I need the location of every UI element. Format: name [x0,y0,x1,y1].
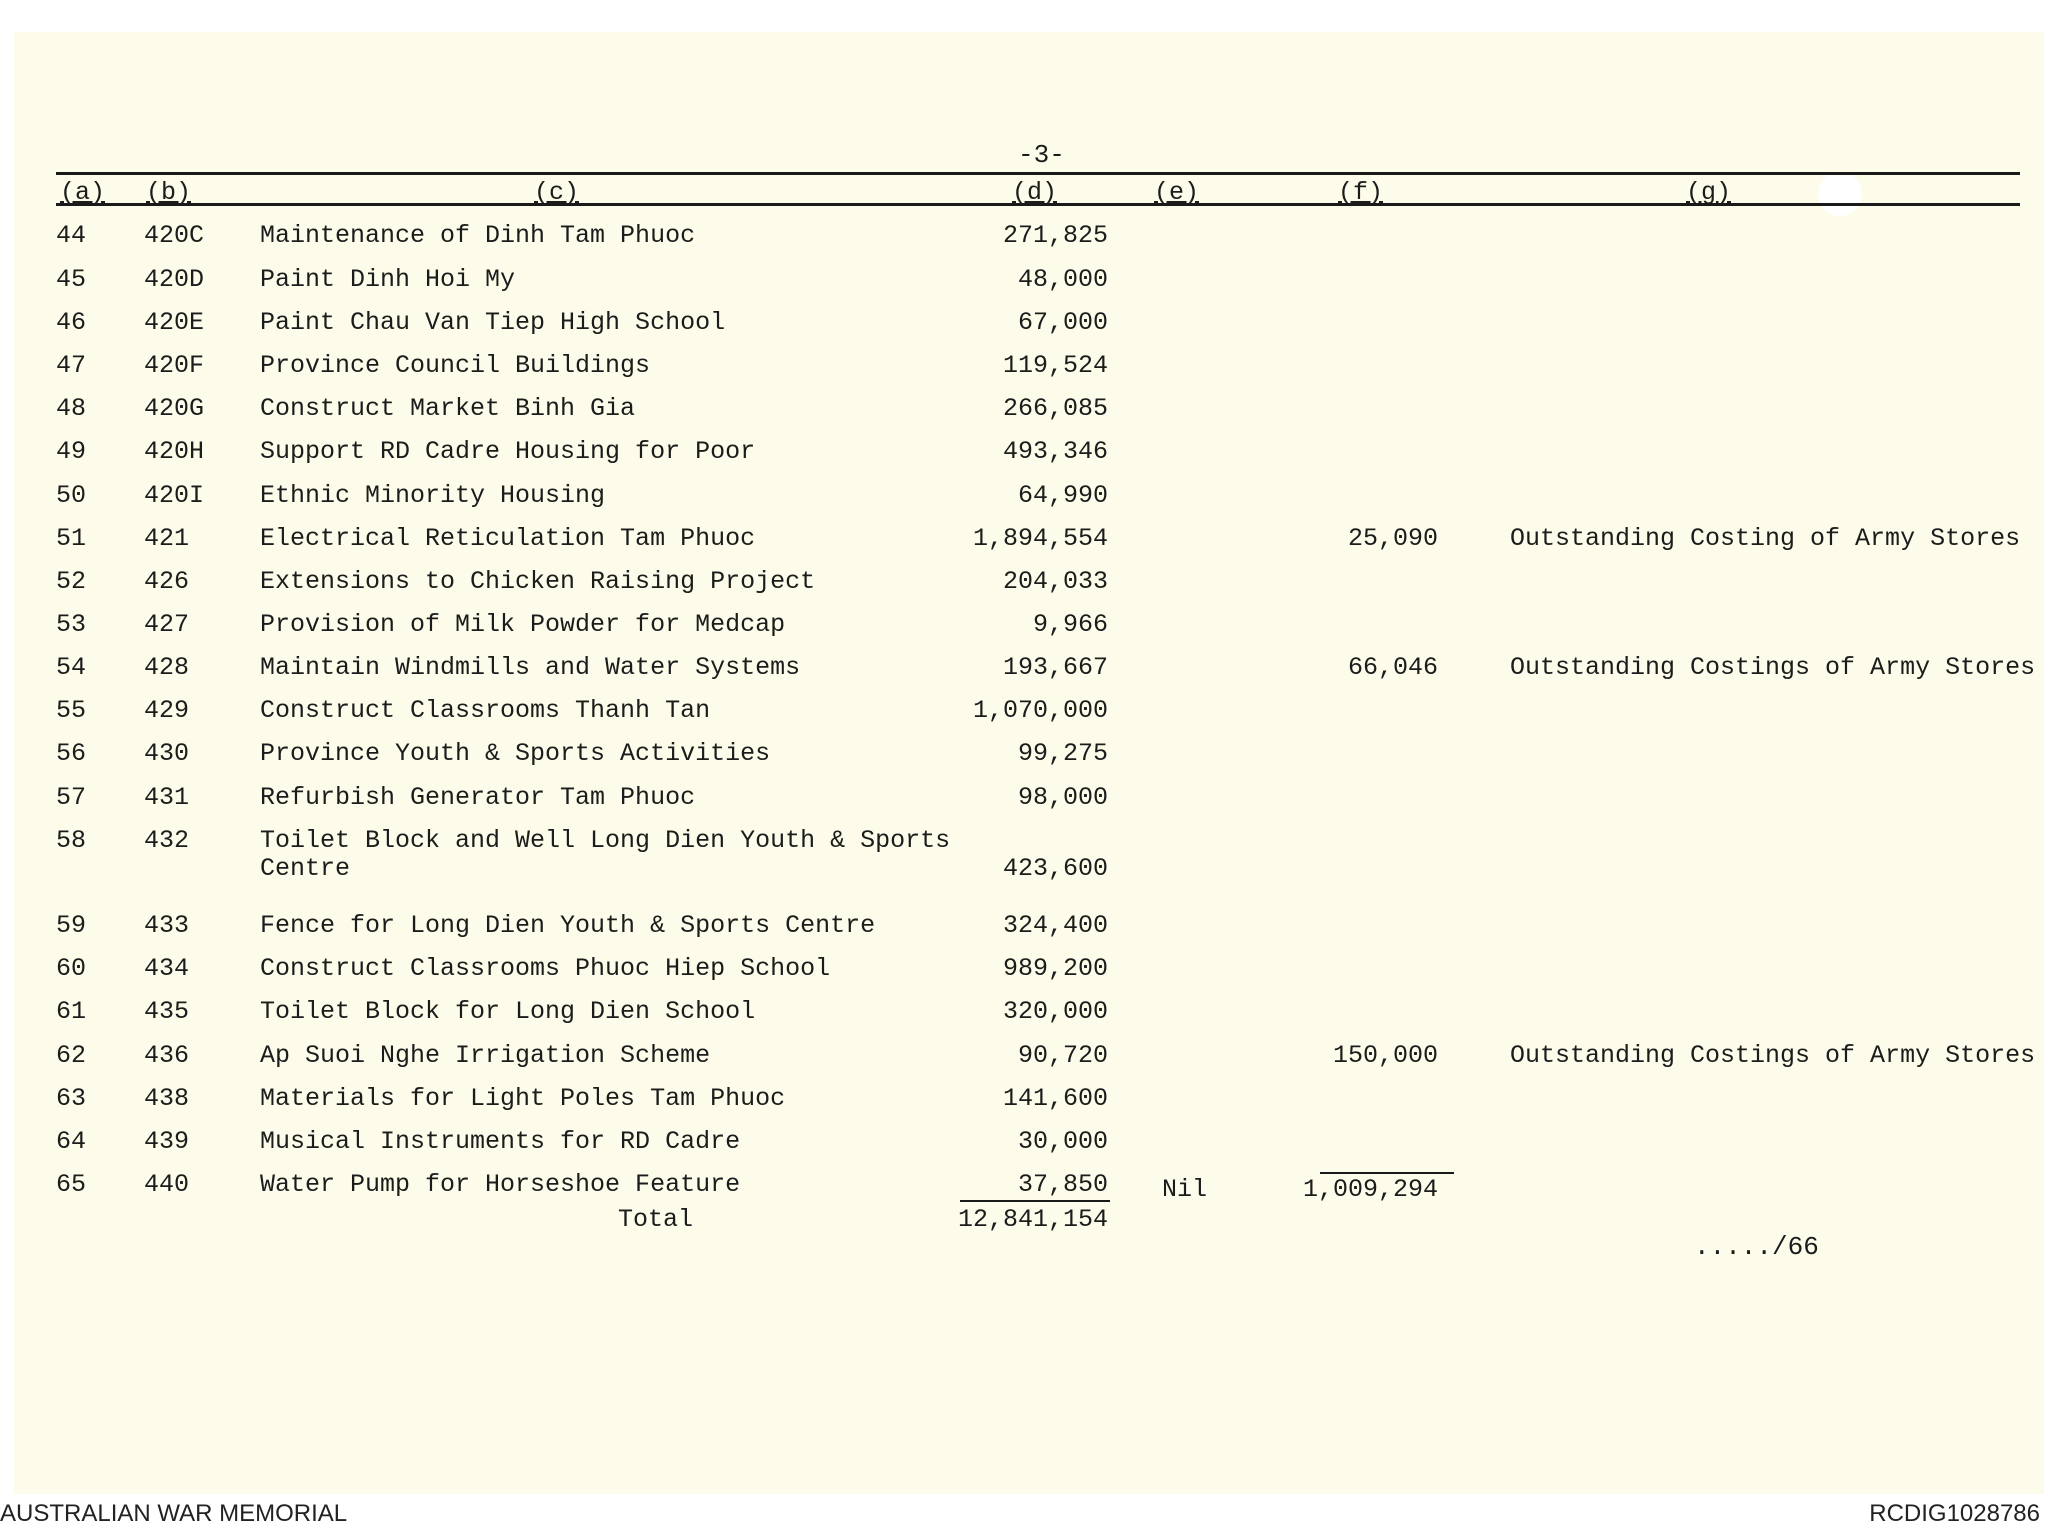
column-header-b: (b) [146,178,192,207]
row-item-number: 59 [56,911,87,940]
row-item-number: 57 [56,783,87,812]
row-item-number: 62 [56,1041,87,1070]
row-item-number: 58 [56,826,87,855]
row-amount-d: 193,667 [1002,653,1108,682]
row-project-code: 420G [144,394,205,423]
row-project-code: 420H [144,437,205,466]
row-project-code: 432 [144,826,190,855]
row-amount-d: 320,000 [1002,997,1108,1026]
total-rule-f [1320,1172,1454,1174]
row-project-code: 420E [144,308,205,337]
row-item-number: 51 [56,524,87,553]
row-amount-d: 37,850 [1017,1170,1108,1199]
row-amount-f: 25,090 [1347,524,1438,553]
column-header-c: (c) [534,178,580,207]
row-project-code: 430 [144,739,190,768]
row-description: Electrical Reticulation Tam Phuoc [260,524,756,553]
row-description: Province Council Buildings [260,351,651,380]
row-description: Provision of Milk Powder for Medcap [260,610,786,639]
row-amount-d: 67,000 [1017,308,1108,337]
footer-right: RCDIG1028786 [1869,1500,2040,1527]
footer-left: AUSTRALIAN WAR MEMORIAL [0,1500,348,1527]
row-item-number: 60 [56,954,87,983]
row-project-code: 426 [144,567,190,596]
row-amount-d: 64,990 [1017,481,1108,510]
row-project-code: 420I [144,481,205,510]
row-item-number: 48 [56,394,87,423]
total-rule-d [960,1200,1110,1202]
row-amount-d: 271,825 [1002,221,1108,250]
row-amount-d: 324,400 [1002,911,1108,940]
row-amount-d: 1,894,554 [972,524,1108,553]
row-project-code: 438 [144,1084,190,1113]
row-item-number: 56 [56,739,87,768]
page-number: -3- [1018,140,1065,170]
row-amount-d: 90,720 [1017,1041,1108,1070]
punch-hole [1818,172,1862,216]
row-amount-d: 423,600 [1002,854,1108,883]
row-item-number: 65 [56,1170,87,1199]
row-amount-d: 141,600 [1002,1084,1108,1113]
row-amount-d: 493,346 [1002,437,1108,466]
row-item-number: 52 [56,567,87,596]
row-item-number: 49 [56,437,87,466]
row-amount-d: 119,524 [1002,351,1108,380]
row-description: Fence for Long Dien Youth & Sports Centre [260,911,876,940]
row-project-code: 436 [144,1041,190,1070]
row-description: Musical Instruments for RD Cadre [260,1127,741,1156]
total-label: Total [618,1205,694,1234]
row-project-code: 440 [144,1170,190,1199]
header-rule-top [56,172,2020,175]
row-amount-d: 266,085 [1002,394,1108,423]
row-project-code: 427 [144,610,190,639]
row-project-code: 429 [144,696,190,725]
row-remarks: Outstanding Costing of Army Stores [1510,524,2021,553]
row-project-code: 420C [144,221,205,250]
row-project-code: 435 [144,997,190,1026]
row-item-number: 55 [56,696,87,725]
row-item-number: 63 [56,1084,87,1113]
row-amount-f: 150,000 [1332,1041,1438,1070]
total-value-e: Nil [1162,1175,1208,1204]
row-project-code: 431 [144,783,190,812]
row-project-code: 428 [144,653,190,682]
row-description: Refurbish Generator Tam Phuoc [260,783,696,812]
column-header-a: (a) [60,178,106,207]
row-amount-d: 98,000 [1017,783,1108,812]
row-description: Paint Dinh Hoi My [260,265,516,294]
continuation-marker: ...../66 [1694,1232,1819,1262]
row-amount-f: 66,046 [1347,653,1438,682]
row-item-number: 61 [56,997,87,1026]
row-description: Ap Suoi Nghe Irrigation Scheme [260,1041,711,1070]
row-remarks: Outstanding Costings of Army Stores [1510,1041,2036,1070]
total-value-d: 12,841,154 [957,1205,1108,1234]
row-project-code: 421 [144,524,190,553]
column-header-d: (d) [1012,178,1058,207]
row-description: Materials for Light Poles Tam Phuoc [260,1084,786,1113]
row-description: Maintenance of Dinh Tam Phuoc [260,221,696,250]
row-amount-d: 48,000 [1017,265,1108,294]
row-item-number: 54 [56,653,87,682]
row-description: Extensions to Chicken Raising Project [260,567,816,596]
row-item-number: 44 [56,221,87,250]
total-value-f: 1,009,294 [1302,1175,1438,1204]
row-description: Construct Classrooms Phuoc Hiep School [260,954,831,983]
row-amount-d: 204,033 [1002,567,1108,596]
row-project-code: 433 [144,911,190,940]
row-project-code: 434 [144,954,190,983]
row-project-code: 420F [144,351,205,380]
row-amount-d: 1,070,000 [972,696,1108,725]
row-description: Province Youth & Sports Activities [260,739,771,768]
row-amount-d: 989,200 [1002,954,1108,983]
row-project-code: 439 [144,1127,190,1156]
row-item-number: 46 [56,308,87,337]
row-amount-d: 99,275 [1017,739,1108,768]
row-description: Support RD Cadre Housing for Poor [260,437,756,466]
column-header-e: (e) [1154,178,1200,207]
row-item-number: 64 [56,1127,87,1156]
row-item-number: 45 [56,265,87,294]
row-description: Toilet Block for Long Dien School [260,997,756,1026]
row-item-number: 50 [56,481,87,510]
row-description: Maintain Windmills and Water Systems [260,653,801,682]
row-amount-d: 30,000 [1017,1127,1108,1156]
row-description: Construct Classrooms Thanh Tan [260,696,711,725]
row-description-continued: Centre [260,854,351,883]
row-item-number: 53 [56,610,87,639]
row-project-code: 420D [144,265,205,294]
column-header-f: (f) [1338,178,1384,207]
row-description: Construct Market Binh Gia [260,394,636,423]
row-remarks: Outstanding Costings of Army Stores [1510,653,2036,682]
row-amount-d: 9,966 [1032,610,1108,639]
row-description: Toilet Block and Well Long Dien Youth & Sports [260,826,951,855]
row-item-number: 47 [56,351,87,380]
row-description: Ethnic Minority Housing [260,481,606,510]
row-description: Water Pump for Horseshoe Feature [260,1170,741,1199]
column-header-g: (g) [1686,178,1732,207]
row-description: Paint Chau Van Tiep High School [260,308,726,337]
